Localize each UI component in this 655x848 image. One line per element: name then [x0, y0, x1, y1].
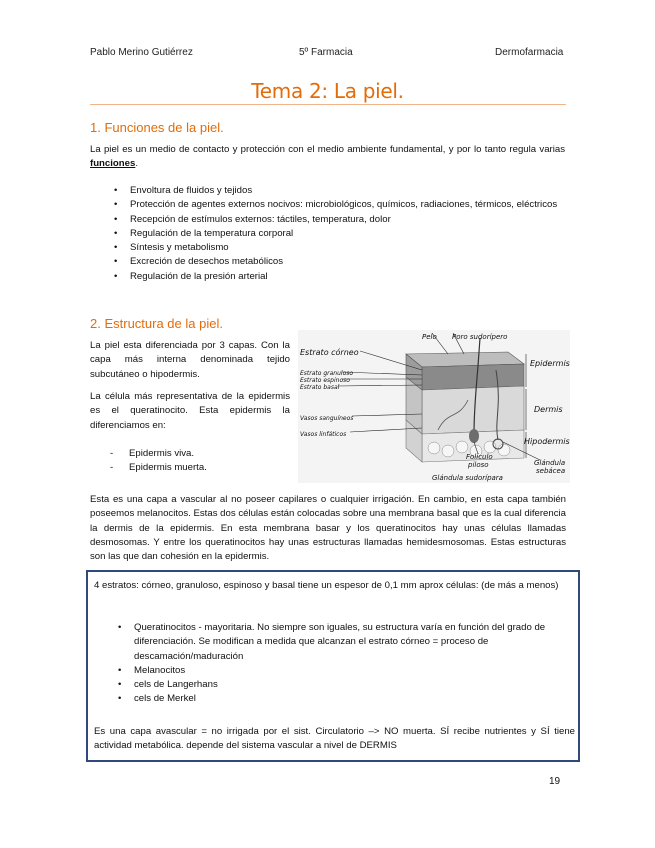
functions-list	[90, 184, 566, 284]
label-glandula-sudoripara: Glándula sudorípara	[432, 474, 503, 482]
list-item: • Recepción de estímulos externos: táctiles, temperatura, dolor	[90, 213, 566, 227]
box-conclusion: Es una capa avascular = no irrigada por el sist. Circulatorio –> NO muerta. SÍ recibe nutrientes y SÍ tiene actividad metabólica. depende del sistema vascular a nivel de DERMIS	[94, 726, 575, 752]
list-item: • cels de Merkel	[94, 692, 575, 706]
list-item: • Envoltura de fluidos y tejidos	[90, 184, 566, 198]
label-vasos-linfaticos: Vasos linfáticos	[300, 431, 347, 438]
box-intro: 4 estratos: córneo, granuloso, espinoso y basal tiene un espesor de 0,1 mm aprox células: (de más a menos)	[94, 580, 559, 591]
label-sebacea: sebácea	[536, 467, 566, 475]
list-item: • Regulación de la presión arterial	[90, 270, 566, 284]
list-item: - Epidermis muerta.	[90, 461, 290, 475]
label-espinoso: Estrato espinoso	[300, 377, 350, 384]
list-item: • Melanocitos	[94, 664, 575, 678]
header-course: 5º Farmacia	[299, 47, 353, 58]
label-epidermis: Epidermis	[530, 359, 570, 368]
label-pelo: Pelo	[422, 333, 437, 341]
intro-end: .	[135, 158, 138, 170]
section2-p3: Esta es una capa a vascular al no poseer capilares o cualquier irrigación. En cambio, en esta capa también poseemos melanocitos. Estas dos células están colocadas sobre una membrana basal que es la cual diferencia la dermis de la epidermis. En esta membrana basar y los queratinocitos hay unas células llamadas desmosomas. Y entre los queratinocitos hay unas estructuras llamadas hemidesmosomas. Estas estructuras son las que dan cohesión en la epidermis.	[90, 494, 566, 563]
label-hipodermis: Hipodermis	[524, 437, 570, 446]
section1-intro	[90, 143, 565, 172]
skin-diagram	[298, 330, 570, 483]
dermis-layer	[422, 386, 524, 434]
epidermis-list	[90, 447, 290, 476]
epidermis-layer	[422, 364, 524, 390]
page-number: 19	[549, 776, 561, 787]
label-foliculo: Folículo	[466, 453, 493, 461]
label-corneo: Estrato córneo	[300, 348, 359, 357]
title-underline	[90, 104, 566, 105]
label-dermis: Dermis	[534, 405, 563, 414]
section1-heading: 1. Funciones de la piel.	[90, 120, 224, 135]
page-title: Tema 2: La piel.	[251, 79, 404, 103]
label-granuloso: Estrato granuloso	[300, 370, 354, 377]
label-vasos-sanguineos: Vasos sanguíneos	[300, 415, 354, 422]
list-item: • Protección de agentes externos nocivos: microbiológicos, químicos, radiaciones, térmicos, eléctricos	[90, 198, 566, 212]
section2-p2: La célula más representativa de la epidermis es el queratinocito. Esta epidermis la diferenciamos en:	[90, 391, 290, 431]
label-poro: Poro sudorípero	[452, 333, 508, 341]
cells-list	[94, 621, 575, 707]
section2-heading: 2. Estructura de la piel.	[90, 316, 223, 331]
label-glandula: Glándula	[534, 459, 566, 467]
list-item: • Excreción de desechos metabólicos	[90, 255, 566, 269]
list-item: - Epidermis viva.	[90, 447, 290, 461]
label-piloso: piloso	[468, 461, 489, 469]
label-basal: Estrato basal	[300, 384, 340, 391]
section2-p1: La piel esta diferenciada por 3 capas. Con la capa más interna denominada tejido subcutáneo o hipodermis.	[90, 340, 290, 380]
hair-follicle	[469, 429, 479, 443]
header-subject: Dermofarmacia	[495, 47, 564, 58]
list-item: • Queratinocitos - mayoritaria. No siempre son iguales, su estructura varía en función del grado de diferenciación. Se modifican a medida que alcanzan el estrato córneo = proceso de descamación/maduración	[94, 621, 575, 664]
intro-text: La piel es un medio de contacto y protección con el medio ambiente fundamental, y por lo tanto regula varias	[90, 144, 565, 155]
intro-bold: funciones	[90, 158, 136, 170]
list-item: • cels de Langerhans	[94, 678, 575, 692]
list-item: • Síntesis y metabolismo	[90, 241, 566, 255]
list-item: • Regulación de la temperatura corporal	[90, 227, 566, 241]
header-author: Pablo Merino Gutiérrez	[90, 47, 193, 58]
